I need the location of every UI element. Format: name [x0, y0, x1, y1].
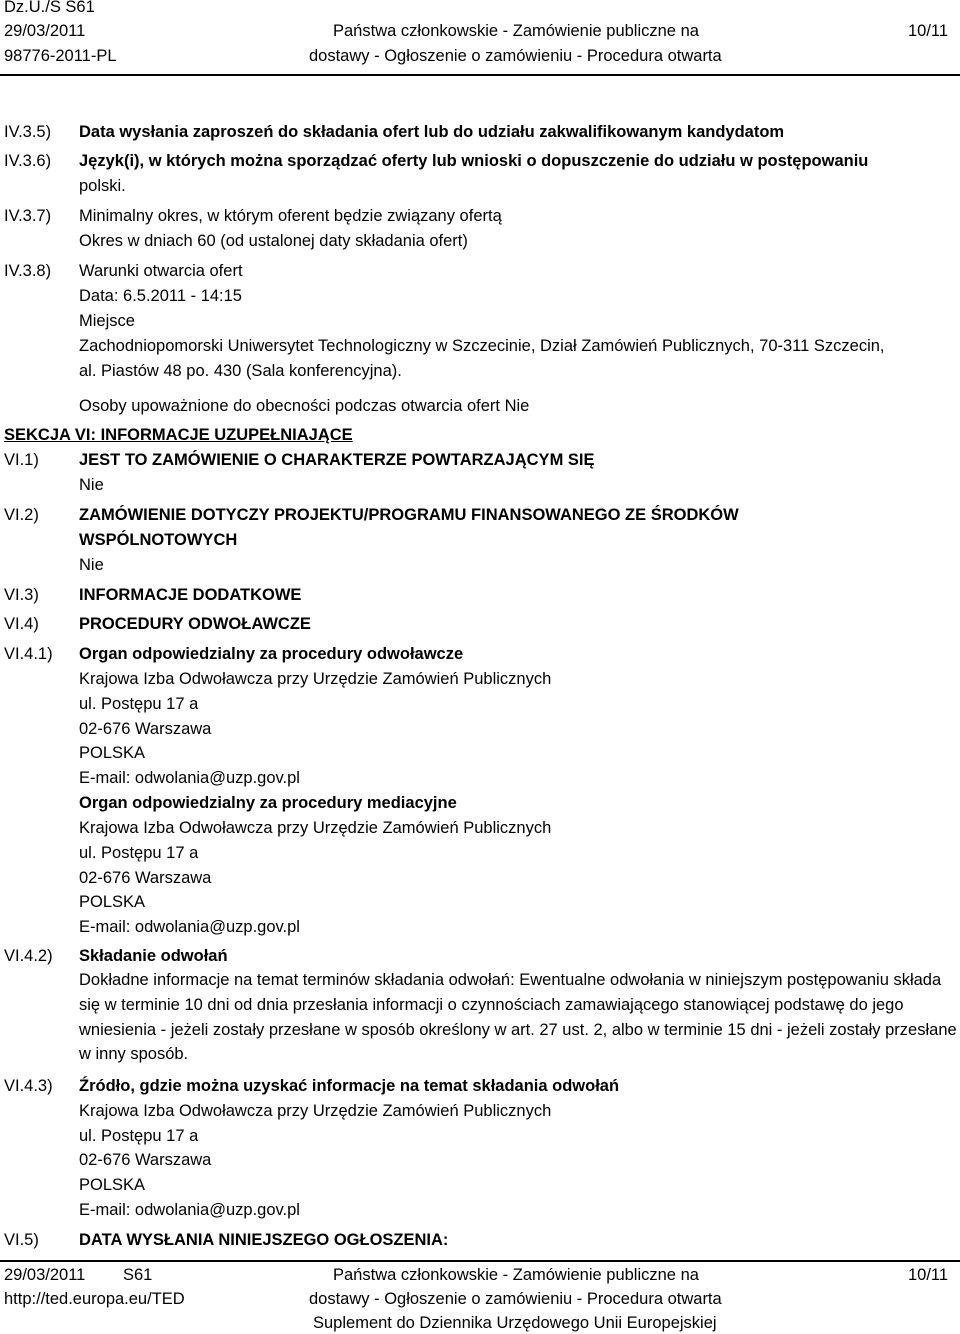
section-number: IV.3.6) [4, 152, 52, 170]
mediation-org-country: POLSKA [79, 893, 146, 911]
section-heading: INFORMACJE DODATKOWE [79, 586, 302, 604]
footer-title-line2: dostawy - Ogłoszenie o zamówieniu - Procedura otwarta [309, 1290, 722, 1308]
section-number: IV.3.5) [4, 123, 52, 141]
authorized-persons: Osoby upoważnione do obecności podczas otwarcia ofert Nie [79, 397, 530, 415]
mediation-org-name: Krajowa Izba Odwoławcza przy Urzędzie Zamówień Publicznych [79, 819, 552, 837]
section-heading-line2: WSPÓLNOTOWYCH [79, 531, 238, 549]
footer-supplement: Suplement do Dziennika Urzędowego Unii Europejskiej [313, 1314, 717, 1332]
section-value: Nie [79, 476, 104, 494]
org-street: ul. Postępu 17 a [79, 695, 199, 713]
section-number: VI.2) [4, 506, 39, 524]
org-street: ul. Postępu 17 a [79, 1127, 199, 1145]
language-value: polski. [79, 177, 126, 195]
section-number: VI.3) [4, 586, 39, 604]
section-number: VI.1) [4, 451, 39, 469]
header-date: 29/03/2011 [4, 22, 86, 40]
footer-title-line1: Państwa członkowskie - Zamówienie publiczne na [333, 1266, 699, 1284]
opening-date: Data: 6.5.2011 - 14:15 [79, 287, 242, 305]
section-heading: Warunki otwarcia ofert [79, 262, 243, 280]
header-title-line1: Państwa członkowskie - Zamówienie publiczne na [333, 22, 699, 40]
section-heading: DATA WYSŁANIA NINIEJSZEGO OGŁOSZENIA: [79, 1231, 449, 1249]
section-heading: Składanie odwołań [79, 947, 228, 965]
place-label: Miejsce [79, 312, 135, 330]
org-email-row [79, 768, 300, 788]
section-number: VI.4.3) [4, 1077, 53, 1095]
section-number: IV.3.7) [4, 207, 52, 225]
footer-date: 29/03/2011 [4, 1266, 86, 1284]
header-journal: Dz.U./S S61 [4, 0, 95, 16]
mediation-org-street: ul. Postępu 17 a [79, 844, 199, 862]
org-country: POLSKA [79, 744, 146, 762]
section-value: Nie [79, 556, 104, 574]
section-vi-title: SEKCJA VI: INFORMACJE UZUPEŁNIAJĄCE [4, 426, 353, 444]
mediation-heading: Organ odpowiedzialny za procedury mediacyjne [79, 794, 457, 812]
section-number: VI.5) [4, 1231, 39, 1249]
email-label: E-mail: [79, 918, 135, 936]
email-link[interactable]: odwolania@uzp.gov.pl [134, 918, 300, 936]
section-number: VI.4) [4, 615, 39, 633]
header-divider [0, 74, 960, 76]
mediation-email-row [79, 917, 300, 937]
org-email-row [79, 1200, 300, 1220]
appeal-deadline-text: Dokładne informacje na temat terminów składania odwołań: Ewentualne odwołania w niniejszym postępowaniu składa się w terminie 10 dni od dnia przesłania informacji o czynnościach zamawiającego stanowiącej podstawę do jego wniesienia - jeżeli zostały przesłane w sposób określony w art. 27 ust. 2, albo w terminie 15 dni - jeżeli zostały przesłane w inny sposób. [79, 971, 957, 1064]
email-link[interactable]: odwolania@uzp.gov.pl [134, 1201, 300, 1219]
section-heading: Język(i), w których można sporządzać oferty lub wnioski o dopuszczenie do udziału w postępowaniu [79, 152, 869, 170]
footer-url: http://ted.europa.eu/TED [4, 1290, 185, 1308]
email-link[interactable]: odwolania@uzp.gov.pl [134, 769, 300, 787]
header-page: 10/11 [908, 22, 949, 40]
org-city: 02-676 Warszawa [79, 720, 212, 738]
footer-series: S61 [123, 1266, 153, 1284]
footer-divider [0, 1260, 960, 1262]
period-value: Okres w dniach 60 (od ustalonej daty składania ofert) [79, 232, 468, 250]
section-number: VI.4.1) [4, 645, 53, 663]
org-country: POLSKA [79, 1176, 146, 1194]
section-heading-line1: ZAMÓWIENIE DOTYCZY PROJEKTU/PROGRAMU FINANSOWANEGO ZE ŚRODKÓW [79, 506, 739, 524]
place-line2: al. Piastów 48 po. 430 (Sala konferencyjna). [79, 362, 402, 380]
email-label: E-mail: [79, 769, 135, 787]
section-heading: Data wysłania zaproszeń do składania ofert lub do udziału zakwalifikowanym kandydatom [79, 123, 785, 141]
section-heading: JEST TO ZAMÓWIENIE O CHARAKTERZE POWTARZAJĄCYM SIĘ [79, 451, 595, 469]
footer-page: 10/11 [908, 1266, 949, 1284]
place-line1: Zachodniopomorski Uniwersytet Technologiczny w Szczecinie, Dział Zamówień Publicznych, 70-311 Szczecin, [79, 337, 885, 355]
org-name: Krajowa Izba Odwoławcza przy Urzędzie Zamówień Publicznych [79, 670, 552, 688]
section-heading: Źródło, gdzie można uzyskać informacje na temat składania odwołań [79, 1077, 620, 1095]
section-number: VI.4.2) [4, 947, 53, 965]
email-label: E-mail: [79, 1201, 135, 1219]
org-name: Krajowa Izba Odwoławcza przy Urzędzie Zamówień Publicznych [79, 1102, 552, 1120]
section-number: IV.3.8) [4, 262, 52, 280]
section-heading: PROCEDURY ODWOŁAWCZE [79, 615, 311, 633]
section-heading: Minimalny okres, w którym oferent będzie związany ofertą [79, 207, 502, 225]
section-heading: Organ odpowiedzialny za procedury odwoławcze [79, 645, 464, 663]
header-title-line2: dostawy - Ogłoszenie o zamówieniu - Procedura otwarta [309, 47, 722, 65]
mediation-org-city: 02-676 Warszawa [79, 869, 212, 887]
org-city: 02-676 Warszawa [79, 1151, 212, 1169]
header-ref: 98776-2011-PL [4, 47, 117, 65]
